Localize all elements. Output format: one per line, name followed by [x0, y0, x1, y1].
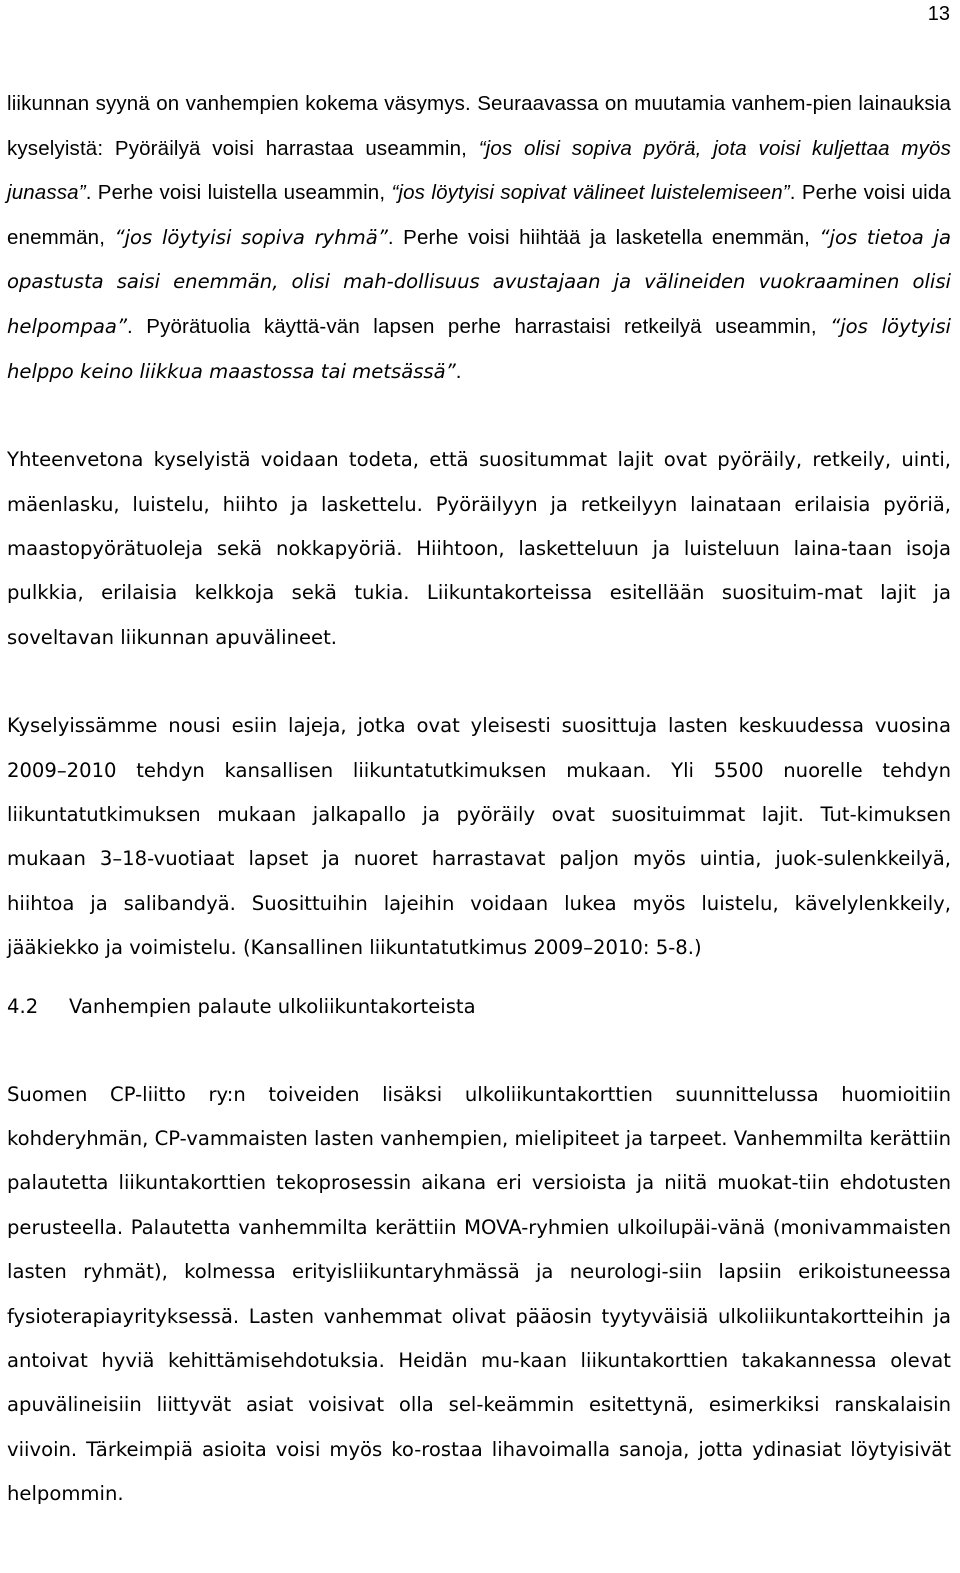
quote-text: “jos löytyisi sopivat välineet luistelemiseen” — [391, 181, 790, 205]
paragraph-parent-feedback: Suomen CP-liitto ry:n toiveiden lisäksi ulkoliikuntakorttien suunnittelussa huomioitiin kohderyhmän, CP-vammaisten lasten vanhempien, mielipiteet ja tarpeet. Vanhemmilta kerättiin palautetta liikuntakorttien tekoprosessin aikana eri versioista ja niitä muokat-tiin ehdotusten perusteella. Palautetta vanhemmilta kerättiin MOVA-ryhmien ulkoilupäi-vänä (monivammaisten lasten ryhmät), kolmessa erityisliikuntaryhmässä ja neurologi-siin lapsiin erikoistuneessa fysioterapiayrityksessä. Lasten vanhemmat olivat pääosin tyytyväisiä ulkoliikuntakortteihin ja antoivat hyviä kehittämisehdotuksia. Heidän mu-kaan liikuntakorttien takakannessa olevat apuvälineisiin liittyvät asiat voisivat olla sel-keämmin esitettynä, esimerkiksi ranskalaisin viivoin. Tärkeimpiä asioita voisi myös ko-rostaa lihavoimalla sanoja, jotta ydinasiat löytyisivät helpommin. — [7, 1082, 951, 1506]
quote-text: “jos tietoa ja opastusta saisi enemmän, olisi mah-dollisuus avustajaan ja välineiden vuokraaminen olisi helpompaa” — [7, 225, 951, 338]
quote-text: “jos olisi sopiva pyörä, jota voisi kuljettaa myös junassa” — [7, 136, 952, 205]
body-text: . Perhe voisi uida enemmän, — [7, 181, 951, 249]
paragraph-parent-quotes — [7, 82, 951, 394]
body-text: . Pyörätuolia käyttä-vän lapsen perhe harrastaisi retkeilyä useammin, — [127, 314, 831, 338]
quote-text: “jos löytyisi sopiva ryhmä” — [114, 225, 388, 249]
quote-text: “jos löytyisi helppo keino liikkua maastossa tai metsässä” — [7, 314, 951, 383]
body-text: . Perhe voisi luistella useammin, — [85, 181, 392, 205]
body-text: . Perhe voisi hiihtää ja lasketella enemmän, — [387, 225, 820, 249]
page-number: 13 — [927, 3, 950, 25]
document-body — [7, 82, 951, 1517]
body-text: . — [455, 359, 462, 383]
section-title: Vanhempien palaute ulkoliikuntakorteista — [69, 994, 476, 1018]
paragraph-national-survey: Kyselyissämme nousi esiin lajeja, jotka ovat yleisesti suosittuja lasten keskuudessa vuosina 2009–2010 tehdyn kansallisen liikuntatutkimuksen mukaan. Yli 5500 nuorelle tehdyn liikuntatutkimuksen mukaan jalkapallo ja pyöräily ovat suosituimmat lajit. Tut-kimuksen mukaan 3–18-vuotiaat lapset ja nuoret harrastavat paljon myös uintia, juok-sulenkkeilyä, hiihtoa ja salibandyä. Suosittuihin lajeihin voidaan lukea myös luistelu, kävelylenkkeily, jääkiekko ja voimistelu. (Kansallinen liikuntatutkimus 2009–2010: 5-8.) — [7, 714, 951, 960]
paragraph-summary: Yhteenvetona kyselyistä voidaan todeta, että suositummat lajit ovat pyöräily, retkeily, uinti, mäenlasku, luistelu, hiihto ja laskettelu. Pyöräilyyn ja retkeilyyn lainataan erilaisia pyöriä, maastopyörätuoleja sekä nokkapyöriä. Hiihtoon, lasketteluun ja luisteluun laina-taan isoja pulkkia, erilaisia kelkkoja sekä tukia. Liikuntakorteissa esitellään suosituim-mat lajit ja soveltavan liikunnan apuvälineet. — [7, 448, 951, 649]
body-text: liikunnan syynä on vanhempien kokema väsymys. Seuraavassa on muutamia vanhem-pien lainauksia kyselyistä: Pyöräilyä voisi harrastaa useammin, — [7, 92, 951, 160]
section-number: 4.2 — [7, 994, 39, 1018]
section-heading — [7, 985, 951, 1029]
